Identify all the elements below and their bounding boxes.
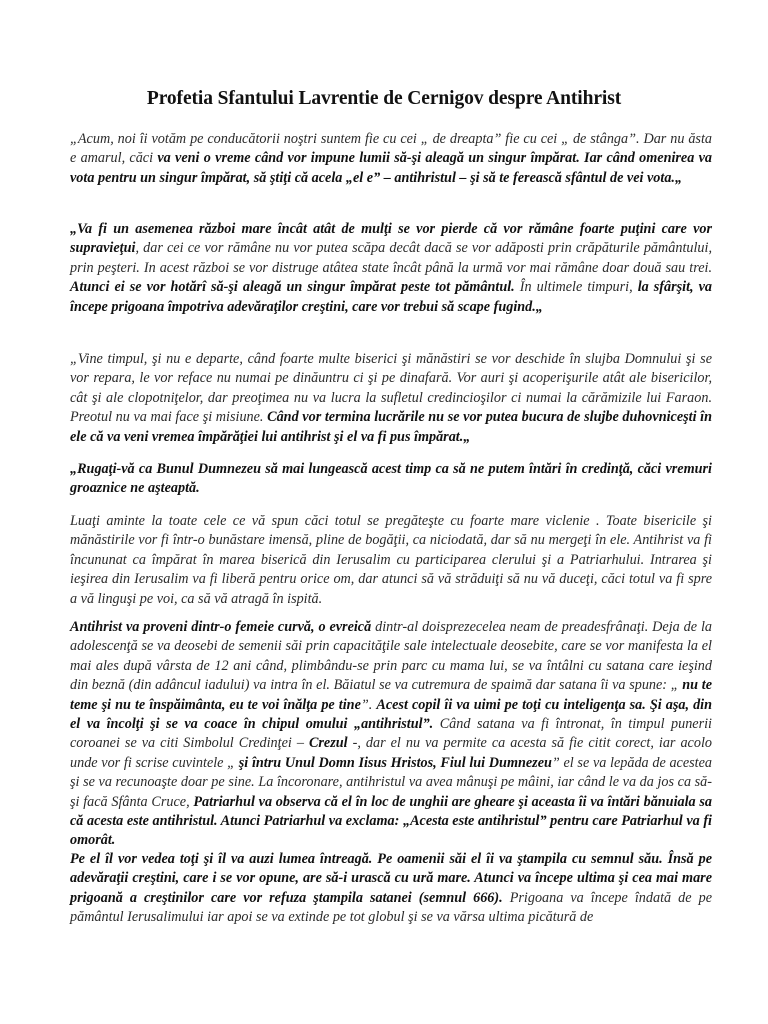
paragraph-7-run-1: Pe el îl vor vedea toţi şi îl va auzi lumea întreagă. Pe oamenii săi el îi va ştampila cu semnul său. Însă pe adevăraţii creştini, care i se vor opune, are să-i urască cu ură mare. Atunci va începe ultima şi cea mai mare prigoană a creştinilor care vor refuza ştampila satanei (semnul 666). [70, 851, 712, 906]
page-title: Profetia Sfantului Lavrentie de Cernigov despre Antihrist [146, 88, 622, 109]
paragraph-1-run-1: „Acum, noi îi votăm pe conducătorii noştri suntem fie cu cei „ de dreapta” fie cu cei „ de stânga”. Dar nu ăsta e amarul, căci [70, 131, 712, 167]
paragraph-2 [70, 220, 712, 317]
paragraph-2-run-2: , dar cei ce vor rămâne nu vor putea scăpa decât dacă se vor adăposti prin crăpăturile pământului, prin peşteri. In acest război se vor distruge atâtea state încât până la urmă vor mai rămâne doar două sau trei. [70, 240, 712, 276]
paragraph-2-run-5: la sfârşit, va începe prigoana împotriva adevăraţilor creştini, care vor trebui să scape fugind.„ [70, 279, 712, 315]
paragraph-5 [70, 512, 712, 609]
paragraph-6-run-4: ”. [360, 696, 377, 713]
paragraph-6-run-9: şi întru Unul Domn Iisus Hristos, Fiul lui Dumnezeu [238, 754, 552, 771]
paragraph-4 [70, 460, 712, 499]
paragraph-2-run-1: „Va fi un asemenea război mare încât atât de mulţi se vor pierde că vor rămâne foarte puţini care vor supravieţui [70, 221, 712, 257]
paragraph-3-run-1: „Vine timpul, şi nu e departe, când foarte multe biserici şi mănăstiri se vor deschide în slujba Domnului şi se vor repara, le vor reface nu numai pe dinăuntru ci şi pe dinafară. Vor auri şi acoperişurile atât ale bisericilor, cât şi ale clopotniţelor, dar preoţimea nu va lucra la sufletul credincioşilor ci numai la cărămizile lui Faraon. Preotul nu va mai face şi misiune. [70, 351, 712, 426]
paragraph-6 [70, 618, 712, 851]
paragraph-6-run-1: Antihrist va proveni dintr-o femeie curvă, o evreică [70, 619, 372, 635]
paragraph-6-run-11: Patriarhul va observa că el în loc de unghii are gheare şi aceasta îi va întări bănuiala sa că acesta este antihristul. Atunci Patriarhul va exclama: „Acesta este antihristul” pentru care Patriarhul va fi omorât. [70, 793, 713, 849]
paragraph-7 [70, 850, 712, 928]
paragraph-5-run-1: Luaţi aminte la toate cele ce vă spun căci totul se pregăteşte cu foarte mare viclenie . Toate bisericile şi mănăstirile vor fi într-o bunăstare imensă, pline de bogăţii, ca niciodată, dar să nu mergeţi în ele. Antihrist va fi încununat ca împărat în marea biserică din Ierusalim cu participarea clerului şi a Patriarhului. Intrarea şi ieşirea din Ierusalim va fi liberă pentru orice om, dar atunci să vă străduiţi să nu vă duceţi, căci totul va fi spre a vă linguşi pe voi, ca să vă atragă în ispită. [70, 513, 712, 607]
paragraph-6-run-6: Când satana va fi întronat, în timpul punerii coroanei se va citi Simbolul Credinţei – [70, 716, 712, 752]
paragraph-6-run-10: ” el se va lepăda de acestea şi se va recunoaşte doar pe sine. La încoronare, antihristul va avea mânuşi pe mâini, iar când le va da jos ca să-şi facă Sfânta Cruce, [70, 754, 712, 810]
paragraph-6-run-2: dintr-al doisprezecelea neam de preadesfrânaţi. Deja de la adolescenţă se va deosebi de semenii săi prin capacităţile sale intelectuale deosebite, care se vor manifesta la el mai ales după vârsta de 12 ani când, plimbându-se prin parc cu mama lui, se va întâlni cu satana care ieşind din beznă (din adâncul iadului) va intra în el. Băiatul se va cutremura de spaimă dar satana îi va spune: „ [70, 619, 712, 694]
paragraph-2-run-3: Atunci ei se vor hotărî să-şi aleagă un singur împărat peste tot pământul. [70, 279, 515, 296]
paragraph-1-run-2: va veni o vreme când vor impune lumii să-şi aleagă un singur împărat. Iar când omenirea va vota pentru un singur împărat, să ştiţi că acela „el e” – antihristul – şi să te ferească sfântul de vei vota.„ [70, 150, 712, 186]
paragraph-3-run-2: Când vor termina lucrările nu se vor putea bucura de slujbe duhovniceşti în ele că va veni vremea împărăţiei lui antihrist şi el va fi pus împărat.„ [70, 409, 712, 445]
paragraph-6-run-7: Crezul [308, 735, 348, 752]
paragraph-6-run-8: -, dar el nu va permite ca acesta să fie citit corect, iar acolo unde vor fi scrise cuvintele „ [70, 735, 712, 771]
paragraph-4-run-1: „Rugaţi-vă ca Bunul Dumnezeu să mai lungească acest timp ca să ne putem întări în credinţă, căci vremuri groaznice ne aşteaptă. [70, 461, 712, 497]
paragraph-6-run-3: nu te teme şi nu te înspăimânta, eu te voi înălţa pe tine [70, 677, 712, 713]
paragraph-1 [70, 130, 712, 188]
paragraph-2-run-4: În ultimele timpuri, [514, 279, 638, 296]
paragraph-7-run-2: Prigoana va începe îndată de pe pământul Ierusalimului iar apoi se va extinde pe tot globul şi se va vărsa ultima picătură de [70, 889, 712, 926]
paragraph-3 [70, 350, 712, 447]
paragraph-6-run-5: Acest copil îi va uimi pe toţi cu inteligenţa sa. Şi aşa, din el va încolţi şi se va coace în chipul omului „antihristul”. [70, 696, 713, 733]
